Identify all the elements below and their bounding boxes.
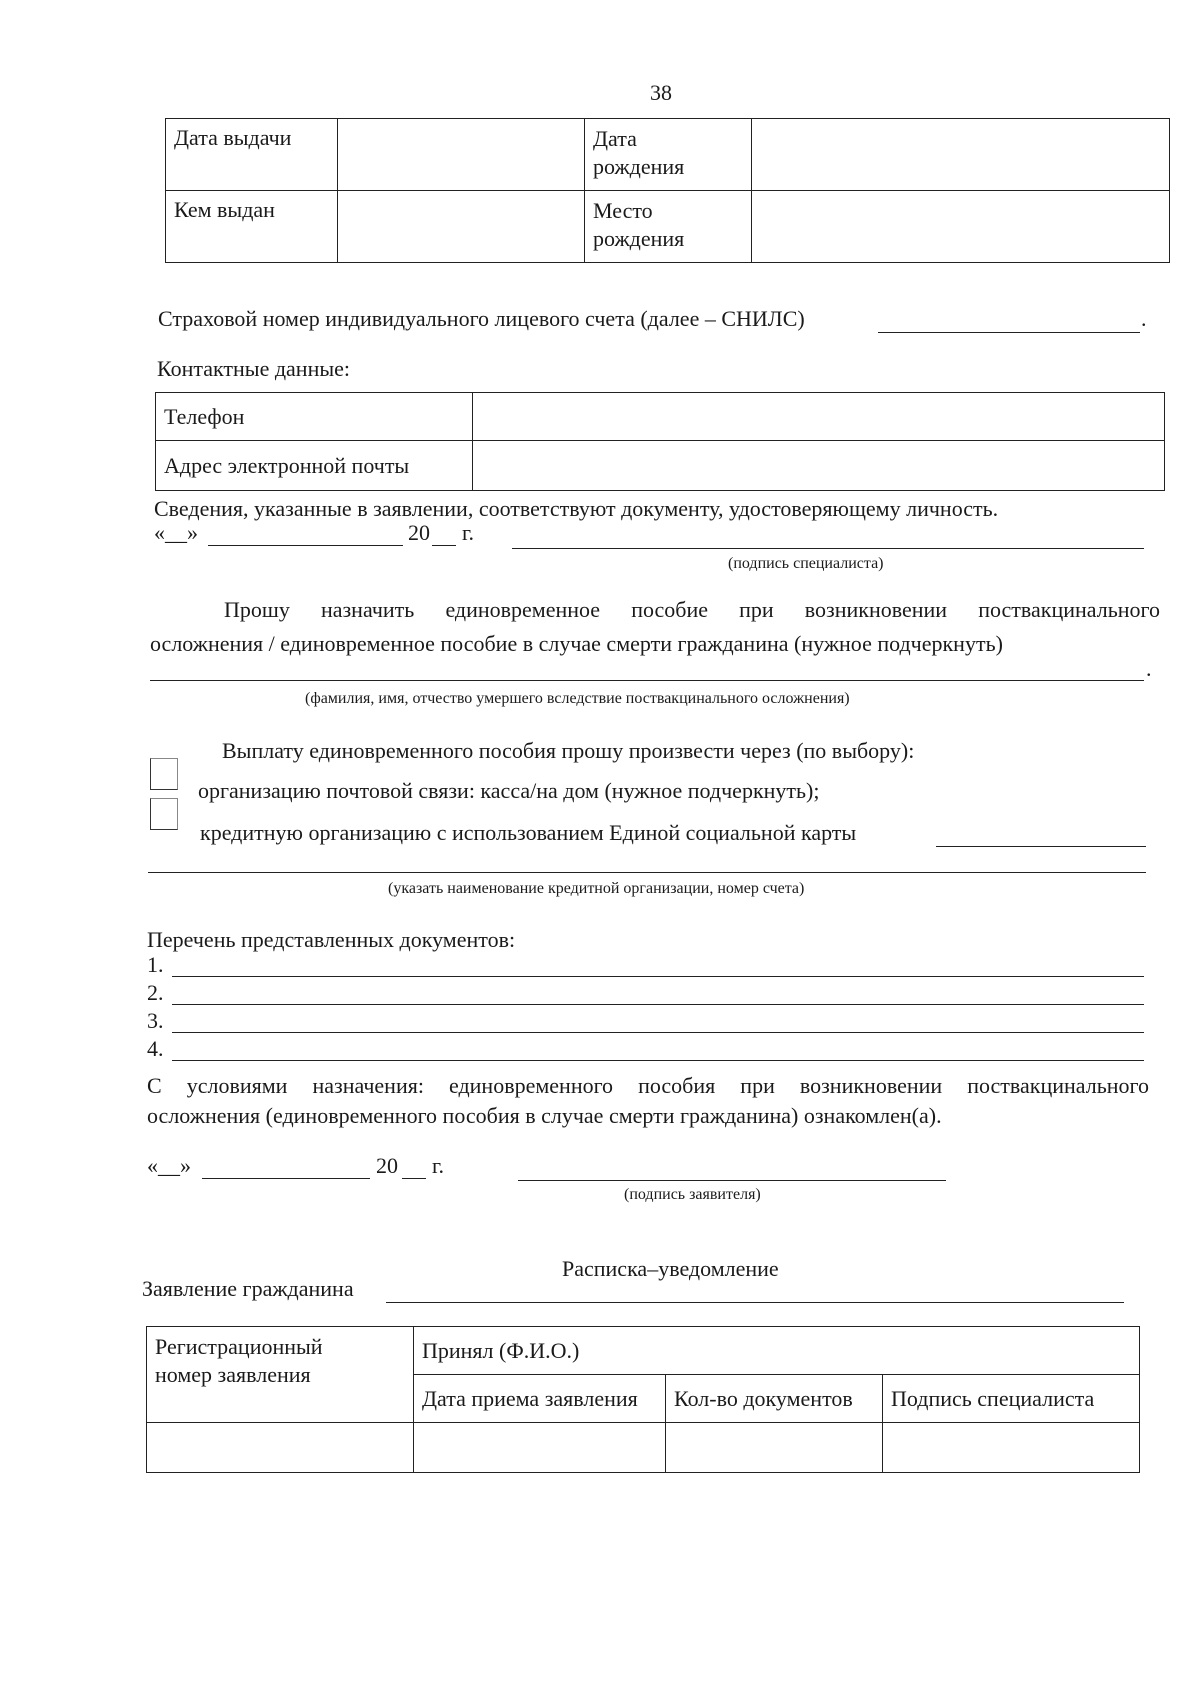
receipt-title: Расписка–уведомление — [562, 1256, 779, 1281]
reg-number-label — [147, 1327, 414, 1423]
birth-place-label — [585, 191, 752, 263]
verification-date-year-field[interactable] — [432, 545, 456, 546]
bank-card-checkbox[interactable] — [150, 798, 178, 830]
verification-date-month[interactable] — [208, 545, 403, 546]
applicant-date-month[interactable] — [202, 1178, 370, 1179]
doc-count-field[interactable] — [666, 1423, 883, 1473]
document-item-1-number: 1. — [147, 952, 164, 977]
birth-date-label — [585, 119, 752, 191]
statement-field[interactable] — [386, 1302, 1124, 1303]
phone-label: Телефон — [156, 393, 473, 441]
accept-date-field[interactable] — [414, 1423, 666, 1473]
doc-count-label: Кол-во документов — [666, 1375, 883, 1423]
id-document-table — [165, 118, 1170, 263]
verification-text: Сведения, указанные в заявлении, соответствуют документу, удостоверяющему личность. — [154, 496, 999, 521]
specialist-sign-field[interactable] — [883, 1423, 1140, 1473]
deceased-name-caption: (фамилия, имя, отчество умершего вследствие поствакцинального осложнения) — [305, 690, 850, 707]
bank-name-field[interactable] — [936, 846, 1146, 847]
email-label: Адрес электронной почты — [156, 441, 473, 491]
reg-number-label-line1: Регистрационный — [155, 1334, 323, 1359]
document-item-2-field[interactable] — [172, 1004, 1144, 1005]
reg-number-field[interactable] — [147, 1423, 414, 1473]
birth-date-label-line1: Дата — [593, 126, 637, 151]
issued-by-label: Кем выдан — [166, 191, 338, 263]
receipt-table — [146, 1326, 1140, 1473]
contacts-table — [155, 392, 1165, 491]
snils-label: Страховой номер индивидуального лицевого счета (далее – СНИЛС) — [158, 306, 805, 331]
specialist-signature-caption: (подпись специалиста) — [728, 555, 884, 572]
applicant-signature-caption: (подпись заявителя) — [624, 1186, 761, 1203]
snils-period: . — [1141, 306, 1147, 331]
document-item-4-field[interactable] — [172, 1060, 1144, 1061]
bank-account-field[interactable] — [148, 872, 1146, 873]
payment-heading: Выплату единовременного пособия прошу произвести через (по выбору): — [222, 738, 915, 763]
conditions-line-2: осложнения (единовременного пособия в случае смерти гражданина) ознакомлен(а). — [147, 1103, 942, 1128]
document-item-3-number: 3. — [147, 1008, 164, 1033]
email-field[interactable] — [473, 441, 1165, 491]
birth-place-field[interactable] — [752, 191, 1170, 263]
request-line-1: Прошу назначить единовременное пособие при возникновении поствакцинального — [224, 597, 1160, 622]
post-office-option: организацию почтовой связи: касса/на дом (нужное подчеркнуть); — [198, 778, 820, 803]
reg-number-label-line2: номер заявления — [155, 1362, 311, 1387]
statement-label: Заявление гражданина — [142, 1276, 354, 1301]
conditions-line-1: С условиями назначения: единовременного пособия при возникновении поствакцинального — [147, 1073, 1149, 1098]
applicant-date-day: «__» — [147, 1153, 191, 1178]
applicant-date-year-field[interactable] — [402, 1178, 426, 1179]
request-line-2: осложнения / единовременное пособие в случае смерти гражданина (нужное подчеркнуть) — [150, 631, 1003, 656]
bank-card-option: кредитную организацию с использованием Единой социальной карты — [200, 820, 857, 845]
issue-date-label: Дата выдачи — [166, 119, 338, 191]
birth-date-field[interactable] — [752, 119, 1170, 191]
document-item-4-number: 4. — [147, 1036, 164, 1061]
applicant-signature-line[interactable] — [518, 1180, 946, 1181]
verification-date-day: «__» — [154, 520, 198, 545]
birth-place-label-line1: Место — [593, 198, 653, 223]
applicant-date-year: 20 — [376, 1153, 398, 1178]
documents-heading: Перечень представленных документов: — [147, 927, 516, 952]
deceased-name-period: . — [1146, 656, 1152, 681]
verification-date-year: 20 — [408, 520, 430, 545]
post-office-checkbox[interactable] — [150, 758, 178, 790]
accepted-by-label: Принял (Ф.И.О.) — [414, 1327, 1140, 1375]
accept-date-label: Дата приема заявления — [414, 1375, 666, 1423]
contacts-heading: Контактные данные: — [157, 356, 350, 381]
document-item-1-field[interactable] — [172, 976, 1144, 977]
issue-date-field[interactable] — [338, 119, 585, 191]
bank-account-caption: (указать наименование кредитной организации, номер счета) — [388, 880, 805, 897]
phone-field[interactable] — [473, 393, 1165, 441]
specialist-sign-label: Подпись специалиста — [883, 1375, 1140, 1423]
deceased-name-field[interactable] — [150, 680, 1144, 681]
document-item-2-number: 2. — [147, 980, 164, 1005]
snils-field[interactable] — [878, 332, 1140, 333]
applicant-date-year-suffix: г. — [432, 1153, 445, 1178]
specialist-signature-line[interactable] — [512, 548, 1144, 549]
issued-by-field[interactable] — [338, 191, 585, 263]
document-item-3-field[interactable] — [172, 1032, 1144, 1033]
page-number: 38 — [650, 80, 672, 105]
birth-date-label-line2: рождения — [593, 154, 685, 179]
verification-date-year-suffix: г. — [462, 520, 475, 545]
birth-place-label-line2: рождения — [593, 226, 685, 251]
